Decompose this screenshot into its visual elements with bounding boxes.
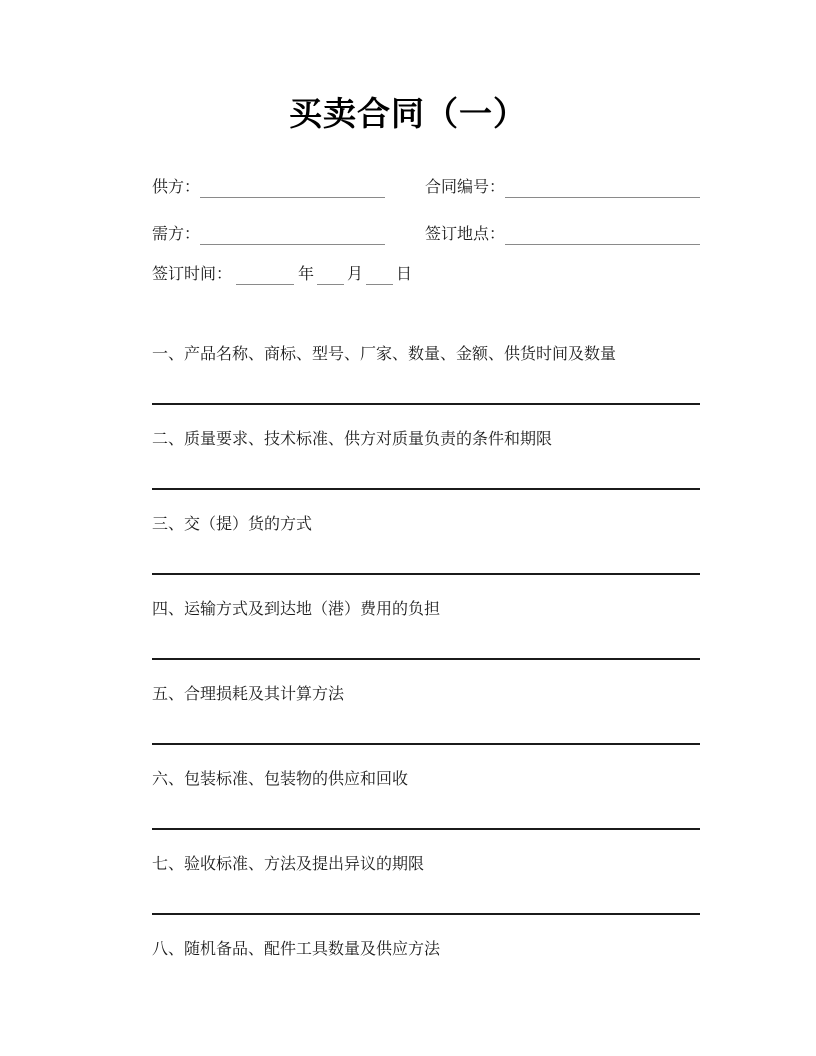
section-4-rule [152,658,700,660]
signing-place-label: 签订地点： [425,226,506,243]
document-title: 买卖合同（一） [289,95,527,132]
contract-sections [152,345,700,960]
section-8-heading: 八、随机备品、配件工具数量及供应方法 [152,941,441,958]
section-6-rule [152,828,700,830]
signing-time-label: 签订时间： [152,266,233,283]
header-row-1 [152,178,700,198]
year-label: 年 [298,266,315,283]
buyer-field-group [152,225,425,245]
section-5-heading: 五、合理损耗及其计算方法 [152,686,345,703]
supplier-label: 供方： [152,179,201,196]
supplier-blank-line [200,178,385,198]
section-7-heading: 七、验收标准、方法及提出异议的期限 [152,856,425,873]
month-label: 月 [347,266,364,283]
section-3-heading: 三、交（提）货的方式 [152,516,313,533]
signing-place-field-group [425,225,700,245]
section-4-heading: 四、运输方式及到达地（港）费用的负担 [152,601,441,618]
contract-no-label: 合同编号： [425,179,506,196]
buyer-blank-line [200,225,385,245]
section-3-rule [152,573,700,575]
section-2-rule [152,488,700,490]
day-label: 日 [396,266,413,283]
buyer-label: 需方： [152,226,201,243]
signing-year-blank-line [236,265,294,285]
signing-day-blank-line [366,265,393,285]
section-1-heading: 一、产品名称、商标、型号、厂家、数量、金额、供货时间及数量 [152,346,617,363]
section-2-heading: 二、质量要求、技术标准、供方对质量负责的条件和期限 [152,431,553,448]
signing-time-row [152,265,700,285]
section-1-rule [152,403,700,405]
contract-no-blank-line [505,178,700,198]
signing-month-blank-line [317,265,344,285]
section-6-heading: 六、包装标准、包装物的供应和回收 [152,771,409,788]
header-row-2 [152,225,700,245]
section-7-rule [152,913,700,915]
supplier-field-group [152,178,425,198]
contract-no-field-group [425,178,700,198]
section-5-rule [152,743,700,745]
signing-place-blank-line [505,225,700,245]
